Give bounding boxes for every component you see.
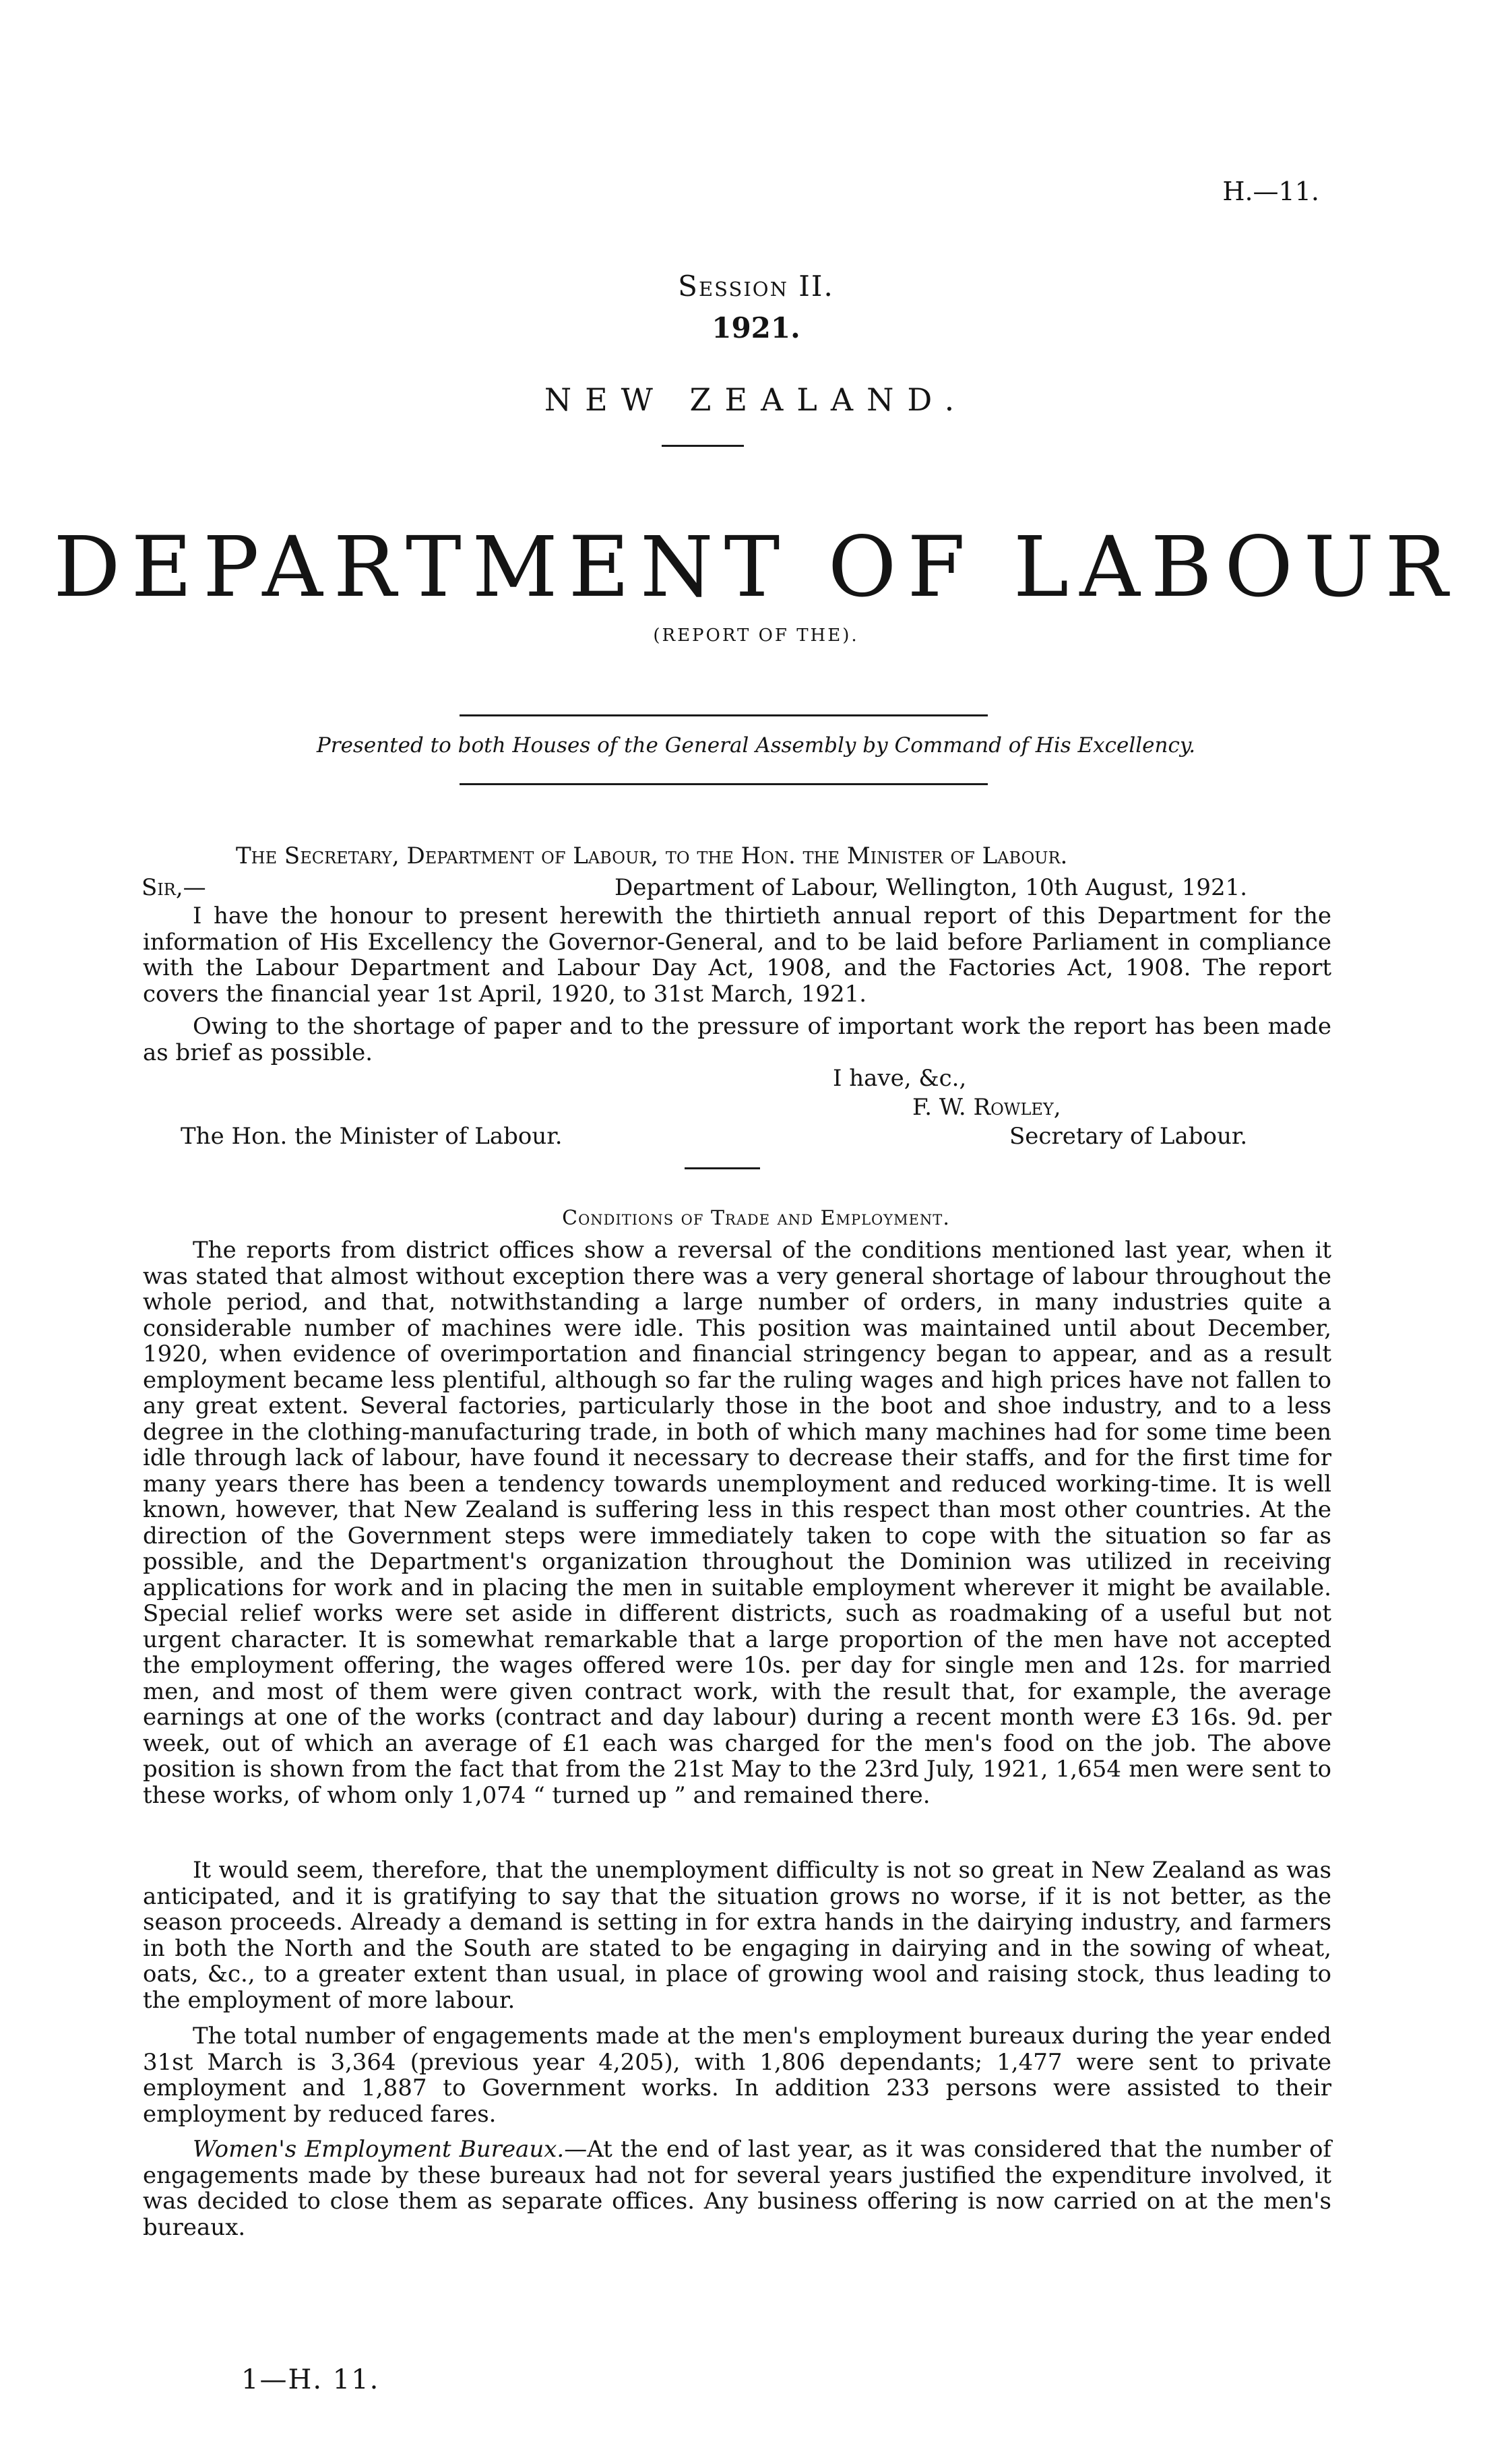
page-subtitle: (REPORT OF THE).	[653, 625, 859, 646]
letter-addressee: The Secretary, Department of Labour, to the Hon. the Minister of Labour.	[236, 842, 1068, 869]
country-label: NEW ZEALAND.	[544, 381, 968, 418]
letter-body-paragraph: I have the honour to present herewith the thirtieth annual report of this Department for the information of His Excellency the Governor-General, and to be laid before Parliament in compliance with the Labour Department and Labour Day Act, 1908, and the Factories Act, 1908. The report covers the financial year 1st April, 1920, to 31st March, 1921.	[143, 902, 1331, 1008]
body-paragraph	[143, 2136, 1331, 2240]
page-title: DEPARTMENT OF LABOUR	[53, 519, 1459, 616]
year-label: 1921.	[712, 311, 800, 344]
divider	[662, 445, 744, 447]
divider	[685, 1167, 760, 1169]
letter-signatory-title: Secretary of Labour.	[1009, 1123, 1248, 1150]
divider	[460, 714, 988, 716]
letter-closing: I have, &c.,	[833, 1065, 967, 1092]
paragraph-lead: Women's Employment Bureaux.	[193, 2136, 565, 2163]
divider	[460, 783, 988, 785]
presentation-note: Presented to both Houses of the General Assembly by Command of His Excellency.	[316, 733, 1196, 758]
body-paragraph: The total number of engagements made at the men's employment bureaux during the year ended 31st March is 3,364 (previous year 4,205), with 1,806 dependants; 1,477 were sent to private employment and 1,887 to Government works. In addition 233 persons were assisted to their employment by reduced fares.	[143, 2023, 1331, 2128]
letter-recipient: The Hon. the Minister of Labour.	[181, 1123, 563, 1150]
letter-place-date: Department of Labour, Wellington, 10th August, 1921.	[615, 874, 1248, 901]
body-paragraph: It would seem, therefore, that the unemployment difficulty is not so great in New Zealand as was anticipated, and it is gratifying to say that the situation grows no worse, if it is not better, as the season proceeds. Already a demand is setting in for extra hands in the dairying industry, and farmers in both the North and the South are stated to be engaging in dairying and in the sowing of wheat, oats, &c., to a greater extent than usual, in place of growing wool and raising stock, thus leading to the employment of more labour.	[143, 1857, 1331, 2014]
body-paragraph: The reports from district offices show a reversal of the conditions mentioned last year, when it was stated that almost without exception there was a very general shortage of labour throughout the whole period, and that, notwithstanding a large number of orders, in many industries quite a considerable number of machines were idle. This position was maintained until about December, 1920, when evidence of overimportation and financial stringency began to appear, and as a result employment became less plentiful, although so far the ruling wages and high prices have not fallen to any great extent. Several factories, particularly those in the boot and shoe industry, and to a less degree in the clothing-manufacturing trade, in both of which many machines had for some time been idle through lack of labour, have found it necessary to decrease their staffs, and for the first time for many years there has been a tendency towards unemployment and reduced working-time. It is well known, however, that New Zealand is suffering less in this respect than most other countries. At the direction of the Government steps were immediately taken to cope with the situation so far as possible, and the Department's organization throughout the Dominion was utilized in receiving applications for work and in placing the men in suitable employment wherever it might be available. Special relief works were set aside in different districts, such as roadmaking of a useful but not urgent character. It is somewhat remarkable that a large proportion of the men have not accepted the employment offering, the wages offered were 10s. per day for single men and 12s. for married men, and most of them were given contract work, with the result that, for example, the average earnings at one of the works (contract and day labour) during a recent month were £3 16s. 9d. per week, out of which an average of £1 each was charged for the men's food on the job. The above position is shown from the fact that from the 21st May to the 23rd July, 1921, 1,654 men were sent to these works, of whom only 1,074 “ turned up ” and remained there.	[143, 1237, 1331, 1809]
document-reference: H.—11.	[1222, 177, 1319, 206]
letter-signatory: F. W. Rowley,	[912, 1094, 1061, 1121]
session-label: Session II.	[678, 270, 834, 303]
letter-body-paragraph: Owing to the shortage of paper and to the pressure of important work the report has been made as brief as possible.	[143, 1013, 1331, 1066]
letter-salutation: Sir,—	[141, 874, 206, 901]
page-footer: 1—H. 11.	[241, 2364, 380, 2395]
section-heading: Conditions of Trade and Employment.	[562, 1206, 950, 1230]
paragraph-text: —At the end of last year, as it was considered that the number of engagements made by these bureaux had not for several years justified the expenditure involved, it was decided to close them as separate offices. Any business offering is now carried on at the men's bureaux.	[143, 2136, 1331, 2241]
